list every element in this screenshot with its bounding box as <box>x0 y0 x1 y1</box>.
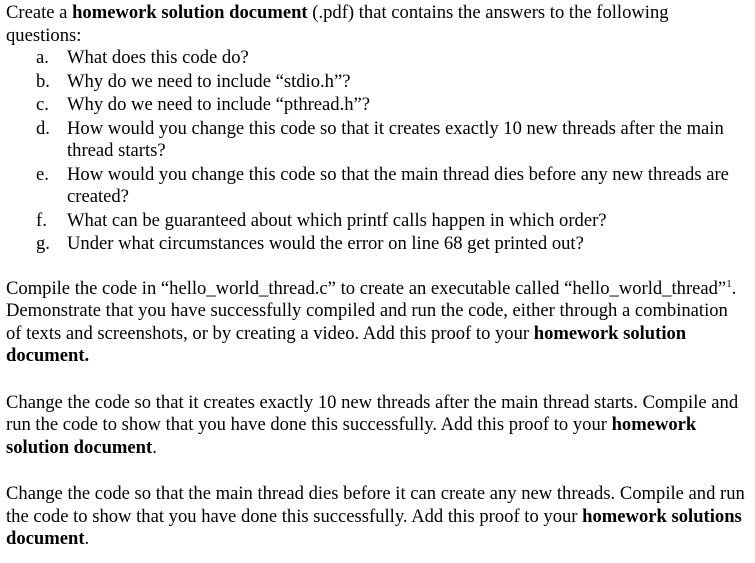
document-body <box>0 2 746 551</box>
question-text: How would you change this code so that it creates exactly 10 new threads after the main thread starts? <box>67 117 724 161</box>
compile-paragraph <box>6 278 746 368</box>
question-letter: d. <box>36 117 50 139</box>
ten-threads-text-post: . <box>152 436 157 458</box>
question-item-b <box>6 71 746 94</box>
question-text: What can be guaranteed about which printf calls happen in which order? <box>67 209 607 231</box>
question-item-d <box>6 118 746 163</box>
question-text: Under what circumstances would the error on line 68 get printed out? <box>67 233 584 254</box>
compile-text-mid: . Demonstrate that you have successfully compiled and run the code, either through a combination of texts and screenshots, or by creating a video. Add this proof to your <box>6 277 737 344</box>
compile-text-pre: Compile the code in “hello_world_thread.c” to create an executable called “hello_world_thread” <box>6 277 727 299</box>
ten-threads-paragraph <box>6 392 746 460</box>
intro-paragraph <box>6 2 746 47</box>
question-letter: g. <box>36 233 50 254</box>
compile-bold-text: homework solution document. <box>6 322 687 366</box>
main-dies-bold-text: homework solutions document <box>6 505 742 549</box>
main-dies-text-post: . <box>84 528 90 549</box>
question-item-a <box>6 47 746 70</box>
question-text: How would you change this code so that the main thread dies before any new threads are created? <box>67 163 729 207</box>
main-dies-text-pre: Change the code so that the main thread dies before it can create any new threads. Compile and run the code to show that you have done this successfully. Add this proof to your <box>6 483 745 527</box>
question-list <box>6 47 746 256</box>
question-letter: a. <box>36 47 49 68</box>
question-text: What does this code do? <box>67 47 249 68</box>
main-dies-paragraph <box>6 483 746 551</box>
intro-text-post: (.pdf) that contains the answers to the following questions: <box>6 2 669 46</box>
question-letter: e. <box>36 163 49 185</box>
intro-bold-text: homework solution document <box>72 2 308 23</box>
question-text: Why do we need to include “stdio.h”? <box>67 70 351 92</box>
question-letter: c. <box>36 94 49 115</box>
ten-threads-text-pre: Change the code so that it creates exactly 10 new threads after the main thread starts. Compile and run the code to show that you have done this successfully. Add this proof to your <box>6 391 739 435</box>
question-letter: b. <box>36 70 50 92</box>
question-text: Why do we need to include “pthread.h”? <box>67 94 371 115</box>
footnote-marker: 1 <box>726 277 732 290</box>
question-item-e <box>6 164 746 209</box>
question-item-c <box>6 94 746 117</box>
question-letter: f. <box>36 209 47 231</box>
ten-threads-bold-text: homework solution document <box>6 414 697 458</box>
question-item-f <box>6 210 746 233</box>
intro-text-pre: Create a <box>6 2 73 23</box>
question-item-g <box>6 233 746 256</box>
